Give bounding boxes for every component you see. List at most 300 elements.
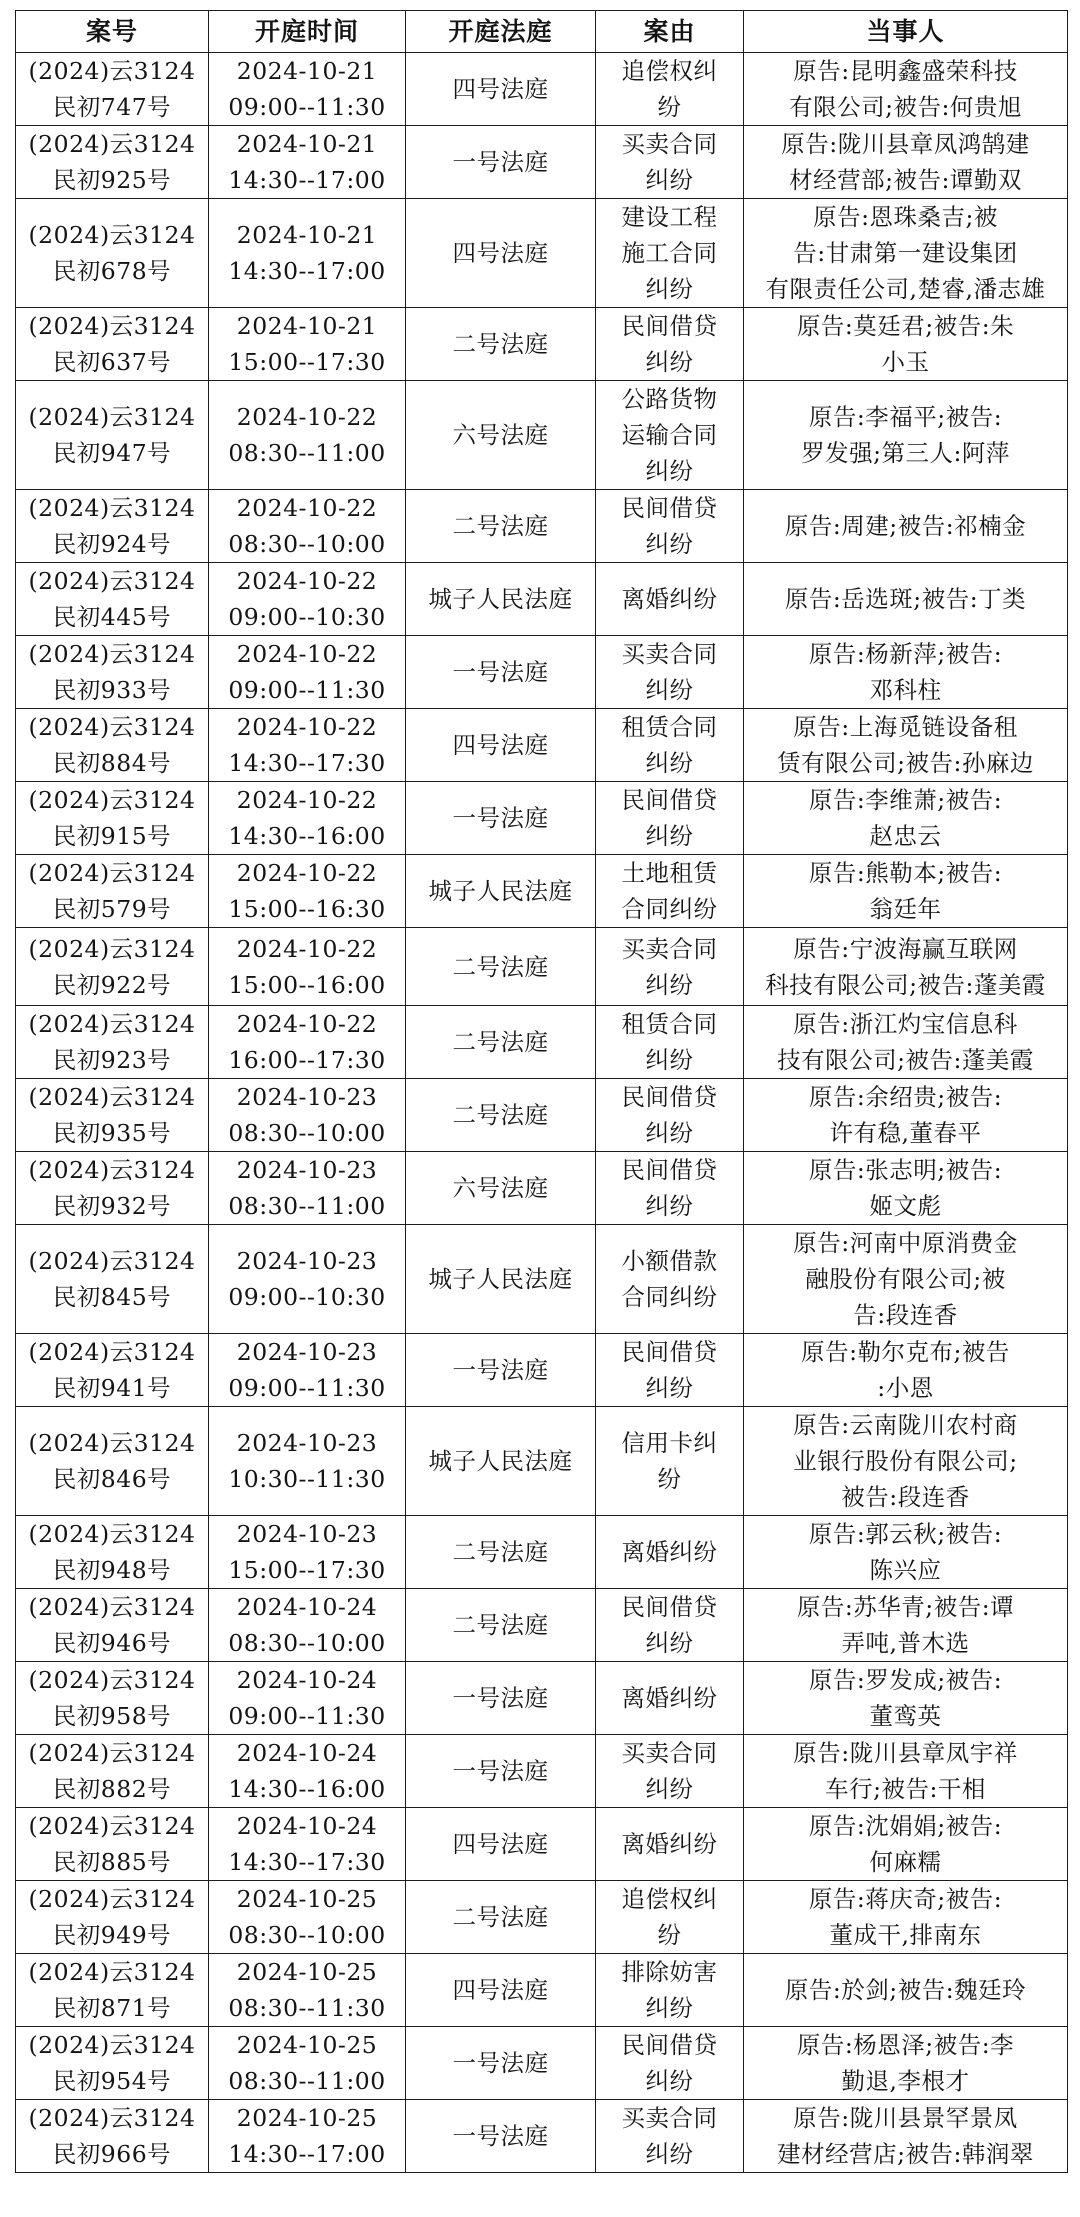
table-row	[16, 53, 1068, 126]
cause-line: 合同纠纷	[621, 1283, 718, 1311]
parties-cell	[744, 381, 1068, 490]
cause-cell	[596, 1735, 744, 1808]
hearing-date: 2024-10-25	[236, 1885, 378, 1913]
cause-line: 公路货物	[621, 385, 718, 413]
case-number-cell	[16, 1954, 209, 2027]
table-row	[16, 1516, 1068, 1589]
header-parties: 当事人	[744, 11, 1068, 53]
cause-line: 纠纷	[645, 1046, 694, 1074]
case-number-cell	[16, 2100, 209, 2173]
parties-line: 有限责任公司,楚睿,潘志雄	[765, 275, 1046, 303]
hearing-hours: 14:30--17:30	[228, 1848, 386, 1876]
courtroom-cell: 二号法庭	[406, 308, 596, 381]
table-row	[16, 308, 1068, 381]
parties-line: 原告:河南中原消费金	[793, 1229, 1018, 1257]
hearing-time-cell	[209, 636, 406, 709]
cause-line: 纷	[657, 1921, 682, 1949]
parties-line: 罗发强;第三人:阿萍	[801, 439, 1010, 467]
case-number-cell	[16, 1334, 209, 1407]
case-number-cell	[16, 1662, 209, 1735]
case-number-cell	[16, 199, 209, 308]
parties-cell	[744, 1079, 1068, 1152]
cause-cell	[596, 1407, 744, 1516]
cause-cell	[596, 636, 744, 709]
hearing-hours: 08:30--11:00	[228, 439, 386, 467]
parties-line: 原告:勒尔克布;被告	[801, 1338, 1010, 1366]
table-row	[16, 709, 1068, 782]
case-number-cell	[16, 782, 209, 855]
cause-cell	[596, 855, 744, 928]
parties-line: 车行;被告:干相	[825, 1775, 986, 1803]
hearing-date: 2024-10-23	[236, 1083, 378, 1111]
table-row	[16, 1954, 1068, 2027]
parties-cell	[744, 1735, 1068, 1808]
parties-cell	[744, 490, 1068, 563]
hearing-hours: 08:30--11:00	[228, 1192, 386, 1220]
courtroom-cell: 二号法庭	[406, 1516, 596, 1589]
case-number-line: (2024)云3124	[28, 1247, 196, 1275]
cause-line: 纠纷	[645, 166, 694, 194]
hearing-date: 2024-10-22	[236, 567, 378, 595]
hearing-date: 2024-10-25	[236, 1958, 378, 1986]
parties-cell	[744, 1407, 1068, 1516]
parties-cell	[744, 636, 1068, 709]
case-number-line: (2024)云3124	[28, 494, 196, 522]
case-number-line: 民初947号	[52, 439, 172, 467]
hearing-time-cell	[209, 1954, 406, 2027]
parties-cell	[744, 928, 1068, 1006]
hearing-hours: 14:30--16:00	[228, 822, 386, 850]
parties-line: 原告:云南陇川农村商	[793, 1411, 1018, 1439]
cause-line: 民间借贷	[621, 1593, 718, 1621]
parties-line: 原告:上海觅链设备租	[793, 713, 1018, 741]
courtroom-cell: 四号法庭	[406, 1954, 596, 2027]
courtroom-cell: 四号法庭	[406, 199, 596, 308]
parties-line: 邓科柱	[869, 676, 942, 704]
case-number-line: 民初678号	[52, 257, 172, 285]
hearing-time-cell	[209, 1407, 406, 1516]
case-number-line: (2024)云3124	[28, 130, 196, 158]
parties-cell	[744, 199, 1068, 308]
cause-line: 纷	[657, 1465, 682, 1493]
case-number-line: (2024)云3124	[28, 1338, 196, 1366]
case-number-cell	[16, 53, 209, 126]
case-number-line: (2024)云3124	[28, 640, 196, 668]
table-row	[16, 1334, 1068, 1407]
hearing-date: 2024-10-22	[236, 1010, 378, 1038]
parties-line: 建材经营店;被告:韩润翠	[777, 2140, 1034, 2168]
hearing-date: 2024-10-21	[236, 312, 378, 340]
cause-line: 纠纷	[645, 749, 694, 777]
parties-line: 有限公司;被告:何贵旭	[789, 93, 1022, 121]
case-number-cell	[16, 1808, 209, 1881]
parties-line: 原告:熊勒本;被告:	[808, 859, 1003, 887]
parties-line: 被告:段连香	[841, 1483, 970, 1511]
parties-cell	[744, 1152, 1068, 1225]
hearing-date: 2024-10-22	[236, 713, 378, 741]
cause-cell	[596, 1152, 744, 1225]
parties-cell	[744, 782, 1068, 855]
hearing-time-cell	[209, 126, 406, 199]
cause-line: 民间借贷	[621, 786, 718, 814]
hearing-time-cell	[209, 855, 406, 928]
cause-cell	[596, 490, 744, 563]
hearing-date: 2024-10-22	[236, 403, 378, 431]
cause-line: 纠纷	[645, 970, 694, 999]
table-row	[16, 1152, 1068, 1225]
hearing-time-cell	[209, 709, 406, 782]
parties-cell	[744, 1662, 1068, 1735]
courtroom-cell: 城子人民法庭	[406, 1225, 596, 1334]
case-number-line: 民初579号	[52, 895, 172, 923]
header-row	[16, 11, 1068, 53]
table-row	[16, 563, 1068, 636]
cause-line: 纷	[657, 93, 682, 121]
hearing-hours: 15:00--17:30	[228, 1556, 386, 1584]
courtroom-cell: 二号法庭	[406, 1589, 596, 1662]
cause-line: 小额借款	[621, 1247, 718, 1275]
parties-line: 陈兴应	[869, 1556, 942, 1584]
parties-line: 原告:恩珠桑吉;被	[813, 203, 998, 231]
table-row	[16, 199, 1068, 308]
case-number-cell	[16, 308, 209, 381]
parties-line: 勤退,李根才	[841, 2067, 970, 2095]
cause-line: 民间借贷	[621, 1156, 718, 1184]
hearing-hours: 14:30--17:00	[228, 2140, 386, 2168]
hearing-date: 2024-10-22	[236, 640, 378, 668]
cause-cell	[596, 1589, 744, 1662]
case-number-line: 民初884号	[52, 749, 172, 777]
case-number-line: 民初966号	[52, 2140, 172, 2168]
courtroom-cell: 二号法庭	[406, 490, 596, 563]
case-number-line: (2024)云3124	[28, 2031, 196, 2059]
hearing-hours: 09:00--11:30	[228, 676, 386, 704]
parties-line: :小恩	[877, 1374, 934, 1402]
hearing-date: 2024-10-24	[236, 1812, 378, 1840]
parties-cell	[744, 1334, 1068, 1407]
parties-line: 原告:莫廷君;被告:朱	[796, 312, 1015, 340]
case-number-line: (2024)云3124	[28, 1666, 196, 1694]
table-row	[16, 1735, 1068, 1808]
parties-cell	[744, 2027, 1068, 2100]
case-number-line: (2024)云3124	[28, 57, 196, 85]
hearing-hours: 08:30--11:00	[228, 2067, 386, 2095]
parties-line: 科技有限公司;被告:蓬美霞	[765, 970, 1046, 999]
case-number-line: 民初922号	[52, 970, 172, 999]
cause-line: 纠纷	[645, 348, 694, 376]
cause-line: 民间借贷	[621, 312, 718, 340]
case-number-cell	[16, 1225, 209, 1334]
case-number-line: 民初637号	[52, 348, 172, 376]
parties-line: 原告:杨新萍;被告:	[808, 640, 1003, 668]
parties-cell	[744, 1006, 1068, 1079]
case-number-line: 民初932号	[52, 1192, 172, 1220]
courtroom-cell: 四号法庭	[406, 53, 596, 126]
case-number-cell	[16, 1516, 209, 1589]
cause-line: 纠纷	[645, 676, 694, 704]
cause-line: 民间借贷	[621, 1083, 718, 1111]
case-number-line: 民初882号	[52, 1775, 172, 1803]
courtroom-cell: 城子人民法庭	[406, 563, 596, 636]
cause-cell	[596, 1662, 744, 1735]
hearing-time-cell	[209, 1334, 406, 1407]
hearing-hours: 14:30--16:00	[228, 1775, 386, 1803]
hearing-hours: 09:00--10:30	[228, 603, 386, 631]
hearing-date: 2024-10-22	[236, 934, 378, 963]
parties-line: 原告:沈娟娟;被告:	[808, 1812, 1003, 1840]
cause-line: 追偿权纠	[621, 57, 718, 85]
case-number-line: 民初941号	[52, 1374, 172, 1402]
hearing-hours: 14:30--17:00	[228, 257, 386, 285]
courtroom-cell: 二号法庭	[406, 1881, 596, 1954]
hearing-date: 2024-10-22	[236, 859, 378, 887]
table-row	[16, 1407, 1068, 1516]
table-row	[16, 381, 1068, 490]
courtroom-cell: 一号法庭	[406, 1662, 596, 1735]
parties-line: 翁廷年	[869, 895, 942, 923]
cause-line: 建设工程	[621, 203, 718, 231]
parties-line: 原告:李维萧;被告:	[808, 786, 1003, 814]
parties-cell	[744, 2100, 1068, 2173]
hearing-hours: 15:00--16:30	[228, 895, 386, 923]
case-number-line: (2024)云3124	[28, 1885, 196, 1913]
hearing-time-cell	[209, 1079, 406, 1152]
parties-cell	[744, 1808, 1068, 1881]
hearing-time-cell	[209, 381, 406, 490]
parties-cell	[744, 1881, 1068, 1954]
cause-cell	[596, 381, 744, 490]
cause-line: 纠纷	[645, 822, 694, 850]
table-row	[16, 126, 1068, 199]
cause-line: 合同纠纷	[621, 895, 718, 923]
parties-line: 原告:岳选斑;被告:丁类	[784, 585, 1027, 613]
parties-cell	[744, 709, 1068, 782]
case-number-cell	[16, 1589, 209, 1662]
cause-cell	[596, 928, 744, 1006]
case-number-line: (2024)云3124	[28, 403, 196, 431]
hearing-time-cell	[209, 1516, 406, 1589]
hearing-hours: 10:30--11:30	[228, 1465, 386, 1493]
header-courtroom: 开庭法庭	[406, 11, 596, 53]
cause-cell	[596, 126, 744, 199]
cause-line: 纠纷	[645, 1629, 694, 1657]
cause-line: 买卖合同	[621, 130, 718, 158]
parties-cell	[744, 1225, 1068, 1334]
courtroom-cell: 一号法庭	[406, 126, 596, 199]
parties-line: 小玉	[881, 348, 930, 376]
cause-cell	[596, 1881, 744, 1954]
cause-line: 离婚纠纷	[621, 1830, 718, 1858]
table-row	[16, 2027, 1068, 2100]
table-row	[16, 1006, 1068, 1079]
courtroom-cell: 一号法庭	[406, 782, 596, 855]
parties-line: 原告:蒋庆奇;被告:	[808, 1885, 1003, 1913]
parties-line: 原告:李福平;被告:	[808, 403, 1003, 431]
case-number-line: (2024)云3124	[28, 859, 196, 887]
case-number-line: 民初871号	[52, 1994, 172, 2022]
hearing-time-cell	[209, 2100, 406, 2173]
parties-line: 告:段连香	[853, 1301, 958, 1329]
hearing-schedule	[15, 10, 1067, 2173]
case-number-line: 民初948号	[52, 1556, 172, 1584]
case-number-cell	[16, 126, 209, 199]
hearing-hours: 08:30--10:00	[228, 1629, 386, 1657]
parties-line: 原告:陇川县章凤鸿鹄建	[781, 130, 1030, 158]
case-number-cell	[16, 1079, 209, 1152]
parties-cell	[744, 855, 1068, 928]
case-number-line: (2024)云3124	[28, 2104, 196, 2132]
courtroom-cell: 四号法庭	[406, 1808, 596, 1881]
header-hearing-time: 开庭时间	[209, 11, 406, 53]
hearing-date: 2024-10-25	[236, 2031, 378, 2059]
parties-line: 原告:昆明鑫盛荣科技	[793, 57, 1018, 85]
case-number-line: 民初935号	[52, 1119, 172, 1147]
hearing-time-cell	[209, 1808, 406, 1881]
hearing-hours: 09:00--11:30	[228, 1374, 386, 1402]
cause-cell	[596, 1954, 744, 2027]
hearing-hours: 08:30--10:00	[228, 1119, 386, 1147]
table-row	[16, 1662, 1068, 1735]
hearing-time-cell	[209, 928, 406, 1006]
parties-line: 原告:陇川县景罕景凤	[793, 2104, 1018, 2132]
parties-line: 原告:宁波海赢互联网	[793, 934, 1018, 963]
parties-line: 原告:杨恩泽;被告:李	[796, 2031, 1015, 2059]
cause-line: 纠纷	[645, 275, 694, 303]
hearing-time-cell	[209, 1735, 406, 1808]
hearing-date: 2024-10-23	[236, 1156, 378, 1184]
table-row	[16, 782, 1068, 855]
hearing-date: 2024-10-23	[236, 1247, 378, 1275]
case-number-line: 民初954号	[52, 2067, 172, 2095]
case-number-line: 民初747号	[52, 93, 172, 121]
hearing-date: 2024-10-22	[236, 786, 378, 814]
case-number-line: 民初925号	[52, 166, 172, 194]
hearing-hours: 16:00--17:30	[228, 1046, 386, 1074]
parties-line: 赁有限公司;被告:孙麻边	[777, 749, 1034, 777]
hearing-hours: 09:00--11:30	[228, 93, 386, 121]
case-number-cell	[16, 928, 209, 1006]
hearing-hours: 08:30--11:30	[228, 1994, 386, 2022]
parties-line: 原告:郭云秋;被告:	[808, 1520, 1003, 1548]
cause-cell	[596, 1006, 744, 1079]
cause-line: 买卖合同	[621, 1739, 718, 1767]
cause-cell	[596, 2027, 744, 2100]
case-number-cell	[16, 1152, 209, 1225]
cause-line: 民间借贷	[621, 494, 718, 522]
cause-line: 民间借贷	[621, 2031, 718, 2059]
courtroom-cell: 一号法庭	[406, 2027, 596, 2100]
hearing-date: 2024-10-24	[236, 1739, 378, 1767]
cause-cell	[596, 782, 744, 855]
cause-line: 纠纷	[645, 1994, 694, 2022]
case-number-line: (2024)云3124	[28, 1593, 196, 1621]
hearing-time-cell	[209, 490, 406, 563]
hearing-date: 2024-10-21	[236, 57, 378, 85]
case-number-cell	[16, 490, 209, 563]
case-number-line: 民初949号	[52, 1921, 172, 1949]
hearing-hours: 14:30--17:30	[228, 749, 386, 777]
cause-cell	[596, 1516, 744, 1589]
case-number-line: (2024)云3124	[28, 1156, 196, 1184]
case-number-line: 民初915号	[52, 822, 172, 850]
table-body	[16, 53, 1068, 2173]
hearing-time-cell	[209, 563, 406, 636]
cause-line: 排除妨害	[621, 1958, 718, 1986]
parties-cell	[744, 126, 1068, 199]
parties-cell	[744, 1516, 1068, 1589]
cause-cell	[596, 709, 744, 782]
case-number-line: (2024)云3124	[28, 1812, 196, 1840]
hearing-time-cell	[209, 782, 406, 855]
parties-line: 原告:张志明;被告:	[808, 1156, 1003, 1184]
table-row	[16, 2100, 1068, 2173]
cause-line: 买卖合同	[621, 934, 718, 963]
hearing-date: 2024-10-24	[236, 1666, 378, 1694]
hearing-time-cell	[209, 1589, 406, 1662]
parties-cell	[744, 563, 1068, 636]
courtroom-cell: 二号法庭	[406, 928, 596, 1006]
cause-cell	[596, 308, 744, 381]
hearing-time-cell	[209, 1881, 406, 1954]
hearing-hours: 14:30--17:00	[228, 166, 386, 194]
case-number-cell	[16, 636, 209, 709]
cause-line: 纠纷	[645, 530, 694, 558]
hearing-hours: 15:00--17:30	[228, 348, 386, 376]
parties-line: 原告:苏华青;被告:谭	[796, 1593, 1015, 1621]
cause-cell	[596, 199, 744, 308]
cause-line: 纠纷	[645, 1119, 694, 1147]
case-number-line: (2024)云3124	[28, 934, 196, 963]
hearing-schedule-table	[15, 10, 1068, 2173]
courtroom-cell: 城子人民法庭	[406, 1407, 596, 1516]
hearing-time-cell	[209, 1152, 406, 1225]
case-number-cell	[16, 563, 209, 636]
case-number-line: 民初885号	[52, 1848, 172, 1876]
cause-cell	[596, 1079, 744, 1152]
case-number-line: 民初923号	[52, 1046, 172, 1074]
cause-line: 土地租赁	[621, 859, 718, 887]
parties-line: 告:甘肃第一建设集团	[793, 239, 1018, 267]
parties-cell	[744, 308, 1068, 381]
hearing-time-cell	[209, 1006, 406, 1079]
courtroom-cell: 一号法庭	[406, 636, 596, 709]
courtroom-cell: 二号法庭	[406, 1079, 596, 1152]
table-row	[16, 1225, 1068, 1334]
case-number-line: (2024)云3124	[28, 312, 196, 340]
cause-line: 纠纷	[645, 2067, 694, 2095]
hearing-date: 2024-10-23	[236, 1338, 378, 1366]
case-number-line: 民初958号	[52, 1702, 172, 1730]
cause-line: 运输合同	[621, 421, 718, 449]
hearing-date: 2024-10-23	[236, 1429, 378, 1457]
case-number-cell	[16, 709, 209, 782]
case-number-line: 民初924号	[52, 530, 172, 558]
cause-line: 纠纷	[645, 457, 694, 485]
parties-line: 董成干,排南东	[829, 1921, 982, 1949]
cause-cell	[596, 53, 744, 126]
case-number-line: 民初933号	[52, 676, 172, 704]
parties-line: 业银行股份有限公司;	[793, 1447, 1018, 1475]
parties-cell	[744, 1589, 1068, 1662]
case-number-line: (2024)云3124	[28, 1429, 196, 1457]
cause-cell	[596, 1808, 744, 1881]
hearing-hours: 08:30--10:00	[228, 530, 386, 558]
cause-cell	[596, 563, 744, 636]
cause-line: 租赁合同	[621, 1010, 718, 1038]
case-number-line: 民初946号	[52, 1629, 172, 1657]
parties-line: 原告:余绍贵;被告:	[808, 1083, 1003, 1111]
parties-line: 原告:陇川县章凤宇祥	[793, 1739, 1018, 1767]
